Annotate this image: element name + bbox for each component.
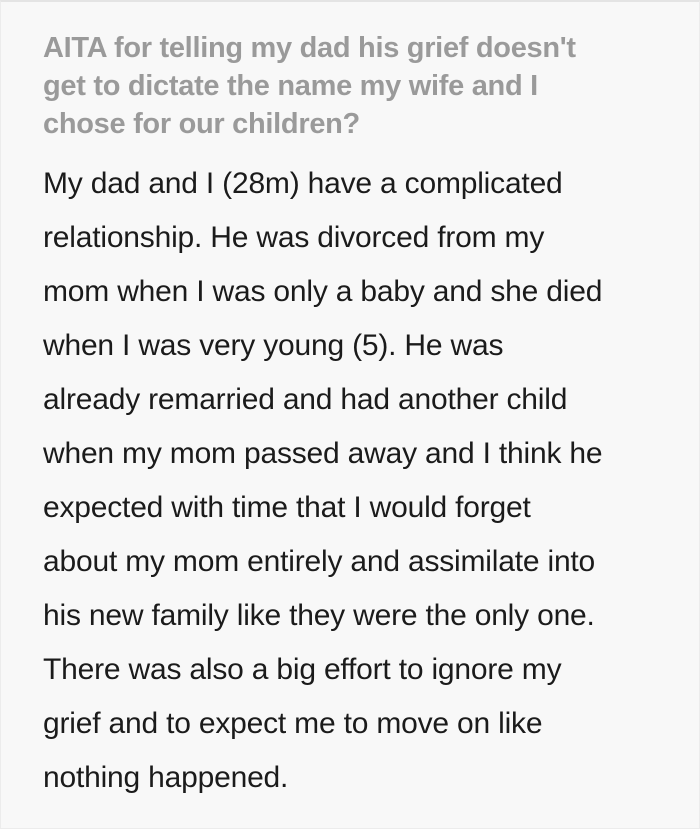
post-body-line: already remarried and had another child	[43, 383, 568, 416]
post-body-line: when I was very young (5). He was	[43, 329, 504, 362]
post-title-line: AITA for telling my dad his grief doesn't	[43, 32, 576, 64]
post-body-line: There was also a big effort to ignore my	[43, 653, 562, 686]
post-body-line: about my mom entirely and assimilate into	[43, 545, 596, 578]
post-body-line: grief and to expect me to move on like	[43, 707, 543, 740]
post-body-line: nothing happened.	[43, 761, 289, 794]
post-body-line: My dad and I (28m) have a complicated	[43, 167, 563, 200]
post-body-line: mom when I was only a baby and she died	[43, 275, 603, 308]
post-body-line: expected with time that I would forget	[43, 491, 531, 524]
post-title	[43, 29, 661, 143]
post-body	[43, 157, 661, 805]
post-title-line: get to dictate the name my wife and I	[43, 70, 538, 102]
post-title-line: chose for our children?	[43, 108, 360, 140]
post-body-line: relationship. He was divorced from my	[43, 221, 545, 254]
post-body-line: when my mom passed away and I think he	[43, 437, 603, 470]
post-body-line: his new family like they were the only one.	[43, 599, 595, 632]
